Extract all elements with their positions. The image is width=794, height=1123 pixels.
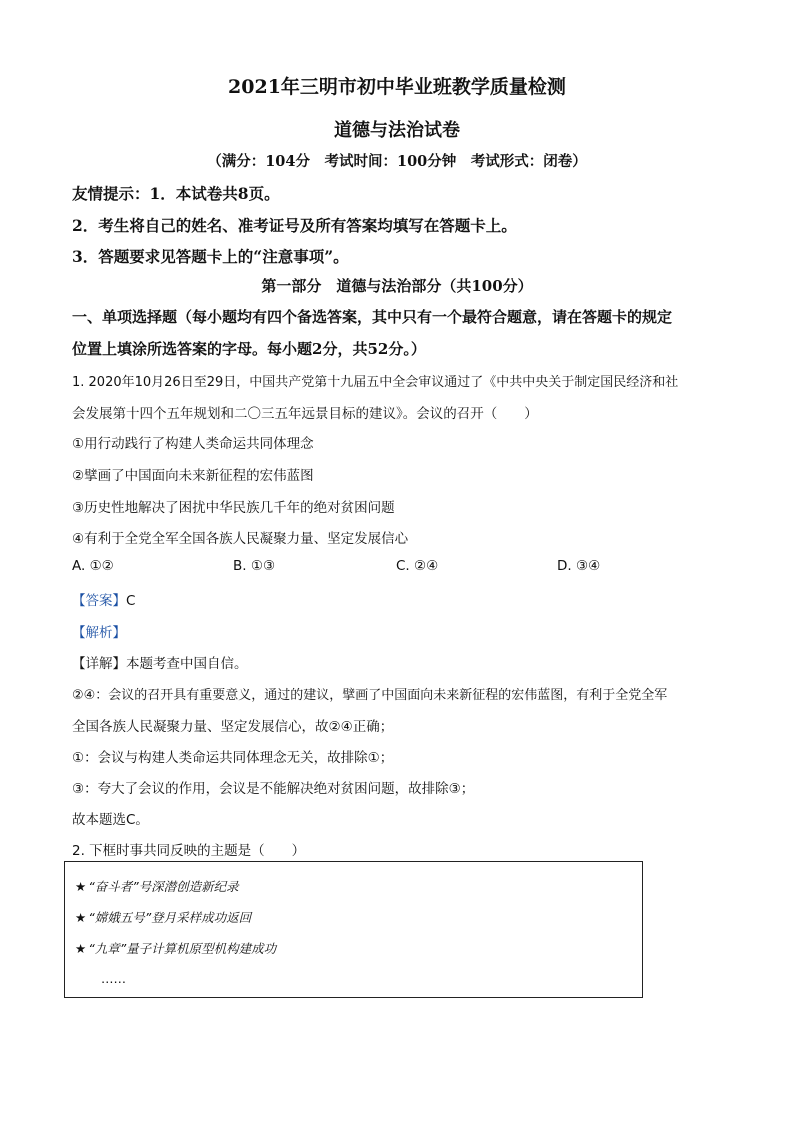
detail-text: 本题考查中国自信。	[126, 656, 248, 672]
star-icon: ★	[75, 879, 87, 894]
answer-value: C	[126, 593, 136, 609]
news-item-3-text: “九章”量子计算机原型机构建成功	[88, 941, 277, 956]
answer-tag: 【答案】	[72, 593, 126, 609]
q1-statement-3: ③历史性地解决了困扰中华民族几千年的绝对贫困问题	[72, 500, 395, 516]
q1-option-b: B. ①③	[233, 558, 276, 574]
notice-line-1: 友情提示：1．本试卷共8页。	[72, 184, 280, 203]
analysis-tag: 【解析】	[72, 625, 126, 641]
q1-explain-line-3: ①：会议与构建人类命运共同体理念无关，故排除①；	[72, 750, 394, 766]
news-item-1	[75, 877, 239, 895]
news-item-2	[75, 908, 251, 926]
notice-line-2: 2．考生将自己的姓名、准考证号及所有答案均填写在答题卡上。	[72, 216, 517, 235]
news-item-2-text: “嫦娥五号”登月采样成功返回	[88, 910, 252, 925]
q1-explain-line-2: 全国各族人民凝聚力量、坚定发展信心，故②④正确；	[72, 719, 394, 735]
news-item-1-text: “奋斗者”号深潜创造新纪录	[88, 879, 239, 894]
news-item-3	[75, 939, 276, 957]
section-title-line-2: 位置上填涂所选答案的字母。每小题2分，共52分。）	[72, 340, 426, 358]
q1-statement-4: ④有利于全党全军全国各族人民凝聚力量、坚定发展信心	[72, 531, 409, 547]
q1-statement-2: ②擘画了中国面向未来新征程的宏伟蓝图	[72, 468, 314, 484]
q2-news-box	[64, 861, 643, 998]
q1-explain-line-1: ②④：会议的召开具有重要意义，通过的建议，擘画了中国面向未来新征程的宏伟蓝图，有利于全党全军	[72, 688, 668, 703]
notice-line-3: 3．答题要求见答题卡上的“注意事项”。	[72, 247, 349, 266]
q1-statement-1: ①用行动践行了构建人类命运共同体理念	[72, 436, 314, 452]
q2-stem: 2. 下框时事共同反映的主题是（ ）	[72, 843, 306, 859]
news-ellipsis: ……	[101, 971, 126, 986]
q1-explain-line-5: 故本题选C。	[72, 812, 149, 828]
q1-option-c: C. ②④	[396, 558, 439, 574]
q1-explain-line-4: ③：夸大了会议的作用，会议是不能解决绝对贫困问题，故排除③；	[72, 781, 475, 797]
part-heading: 第一部分 道德与法治部分（共100分）	[261, 277, 533, 295]
q1-answer	[72, 589, 135, 609]
section-title-line-1: 一、单项选择题（每小题均有四个备选答案，其中只有一个最符合题意，请在答题卡的规定	[72, 308, 673, 326]
detail-tag: 【详解】	[72, 656, 126, 672]
exam-subtitle: 道德与法治试卷	[334, 120, 460, 141]
exam-info: （满分：104分 考试时间：100分钟 考试形式：闭卷）	[207, 153, 587, 170]
star-icon: ★	[75, 910, 87, 925]
q1-stem-line-1: 1. 2020年10月26日至29日，中国共产党第十九届五中全会审议通过了《中共中央关于制定国民经济和社	[72, 375, 679, 390]
q1-option-a: A. ①②	[72, 558, 114, 574]
star-icon: ★	[75, 941, 87, 956]
q1-option-d: D. ③④	[557, 558, 601, 574]
exam-title: 2021年三明市初中毕业班教学质量检测	[228, 76, 566, 98]
q1-detail	[72, 652, 248, 672]
q1-stem-line-2: 会发展第十四个五年规划和二〇三五年远景目标的建议》。会议的召开（ ）	[72, 406, 538, 422]
